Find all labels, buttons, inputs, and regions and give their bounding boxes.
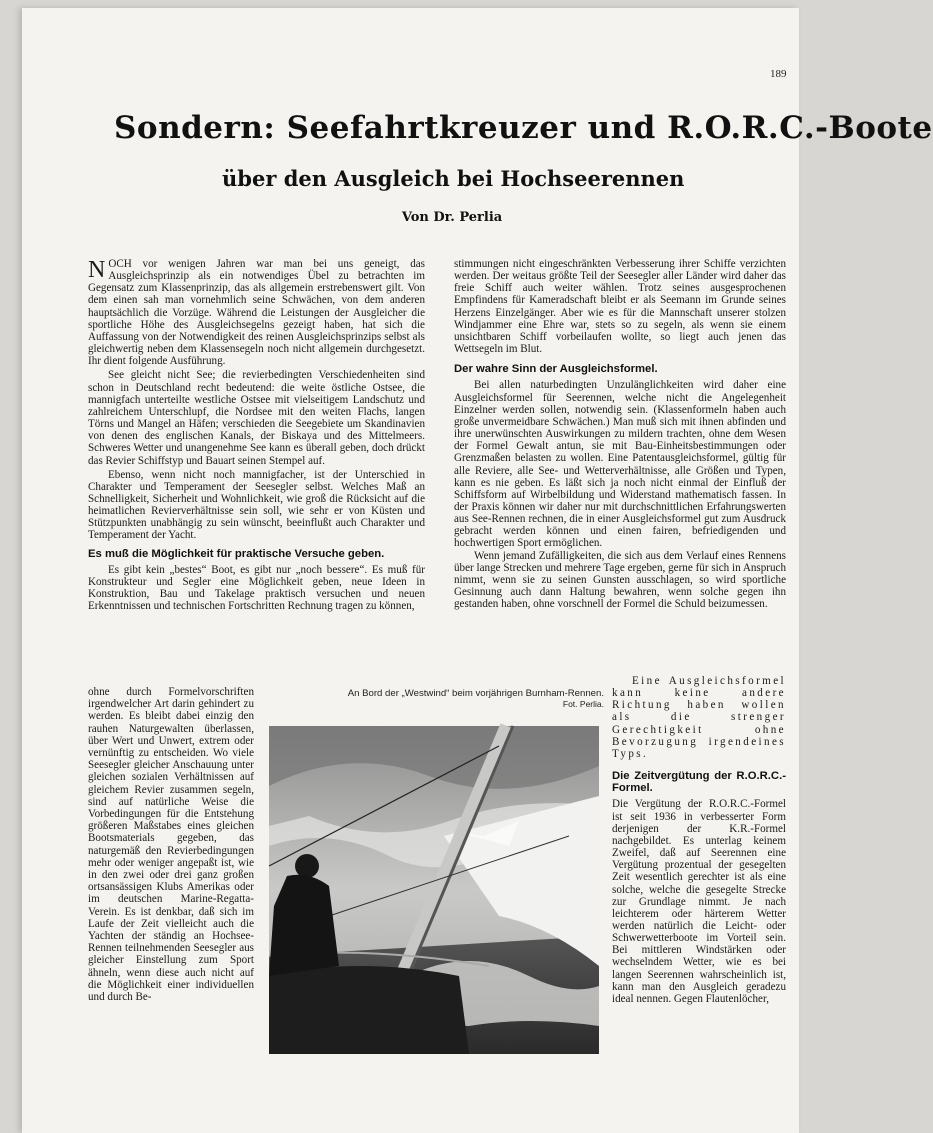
paragraph: Bei allen naturbedingten Unzulänglichkeiten wird daher eine Ausgleichsformel für Seerennen, welche nicht die Angelegenheit Einzelner werden sollen, notwendig sein. (Klassenformeln haben auch große unvermeidbare Schwächen.) Man muß sich mit ihnen abfinden und ihre unerwünschten Auswirkungen zu mildern trachten, ohne dem Wesen der Formel Gewalt antun, sie mit Bau-Einheitsbestimmungen oder Grenzmaßen belasten zu wollen. Eine Patentausgleichsformel, gültig für alle Reviere, alle See- und Wetterverhältnisse, alle Größen und Typen, kann es nie geben. Es läßt sich ja noch nicht einmal der Einfluß der Schiffsform auf Wirbelbildung und Widerstand mathematisch fassen. In der Praxis können wir daher nur mit durchschnittlichen Erfahrungswerten aus See-Rennen rechnen, die in einer Ausgleichsformel gut zum Ausdruck gebracht werden können und einen fairen, befriedigenden und hochwertigen Sport ermöglichen. [454,379,786,550]
sailing-photo [269,726,599,1054]
section-heading: Die Zeitvergütung der R.O.R.C.-Formel. [612,770,786,795]
paragraph: Ebenso, wenn nicht noch mannigfacher, ist der Unterschied in Charakter und Temperament der Seesegler selbst. Welches Maß an Schnelligkeit, Sicherheit und Wohnlichkeit, wie groß die Rücksicht auf die heimatlichen Revierverhältnisse sein soll, wie sehr er von Küsten und Stützpunkten unabhängig zu sein wünscht, beeinflußt auch Charakter und Temperament der Yacht. [88,468,425,542]
sailor-head [295,854,319,878]
section-heading: Der wahre Sinn der Ausgleichsformel. [454,363,658,376]
drop-cap: N [88,257,106,283]
column-2-upper [454,258,786,610]
deck [269,966,469,1054]
paragraph: stimmungen nicht eingeschränkten Verbesserung ihrer Schiffe verzichten werden. Der weitaus größte Teil der Seesegler aller Länder wird daher das freie Schiff auch weiter wählen. Trotz seines ausgesprochenen Empfindens für Kameradschaft bleibt er als Seemann im Grunde seines Herzens Einzelgänger. Aber wie es für die Mannschaft unserer stolzen Windjammer eine Ehre war, stets so zu segeln, als wenn sie einem unsichtbaren Schiff vorbeilaufen wollte, so liegt auch jenen das Wettsegeln im Blut. [454,258,786,356]
column-1-upper [88,258,425,612]
photo-caption [270,688,604,710]
photo-credit: Fot. Perlia. [562,699,604,709]
column-2-narrow [612,675,786,1005]
paragraph: Es gibt kein „bestes“ Boot, es gibt nur „noch bessere“. Es muß für Konstrukteur und Segler eine Möglichkeit geben, neue Ideen in Konstruktion, Bau und Takelage praktisch versuchen und neuen Erkenntnissen und technischen Fortschritten Rechnung tragen zu können, [88,563,425,613]
article-author: Von Dr. Perlia [401,210,503,225]
intro-paragraph: OCH vor wenigen Jahren war man bei uns geneigt, das Ausgleichsprinzip als ein notwendiges Übel zu betrachten im Gegensatz zum Klassenprinzip, das als allgemein erstrebenswert gilt. Von dem einen sah man vornehmlich seine Schwächen, von dem anderen hauptsächlich die Vorzüge. Während die Leistungen der Ausgleicher die sportliche Höhe des Ausgleichsegelns gezeigt haben, hat sich die Auffassung von der Notwendigkeit des reinen Ausgleichsprinzips selbst als gleichwertig neben dem Klassensegeln noch nicht allgemein durchgesetzt. Ihr dient folgende Ausführung. [88,258,425,368]
caption-text: An Bord der „Westwind“ beim vorjährigen Burnham-Rennen. [347,688,604,699]
paragraph: Eine Ausgleichsformel kann keine andere Richtung haben wollen als die strenger Gerechtigkeit ohne Bevorzugung irgendeines Typs. [612,675,786,760]
article-title: Sondern: Seefahrtkreuzer und R.O.R.C.-Boote [114,110,933,146]
column-1-narrow [88,686,254,1003]
paragraph: ohne durch Formelvorschriften irgendwelcher Art darin gehindert zu werden. Es bleibt dabei einzig den rauhen Naturgewalten überlassen, über Wert und Unwert, extrem oder vernünftig zu entscheiden. Wo viele Seesegler gleicher Anschauung unter gleichen sozialen Verhältnissen auf gleichem Revier zusammen segeln, sind auf natürliche Weise die Vorbedingungen für die Entstehung größeren Maßstabes eines gleichen Bootsmaterials gegeben, das naturgemäß den Revierbedingungen mehr oder weniger angepaßt ist, wie in den zwei oder drei ganz großen ortsansässigen Klubs Amerikas oder im deutschen Marine-Regatta-Verein. Es ist denkbar, daß sich im Laufe der Zeit vielleicht auch die Yachten der ständig an Hochsee-Rennen teilnehmenden Seesegler aus gleicher Einstellung zum Sport ähneln, wenn diese auch nicht auf die Möglichkeit einer individuellen und durch Be- [88,686,254,1004]
page-number: 189 [770,68,787,80]
paragraph: See gleicht nicht See; die revierbedingten Verschiedenheiten sind schon in Deutschland recht bedeutend: die weite östliche Ostsee, die mannigfach unterteilte westliche Ostsee mit vielseitigem Landschutz und zahlreichem Unterschlupf, die Nordsee mit den weiten Flachs, langen Törns und Mangel an Häfen; verschieden die Seegebiete um Skandinavien von denen des englischen Kanals, der Biskaya und des Mittelmeers. Schweres Wetter und unangenehme See kann es überall geben, doch drückt das Revier Schiffstyp und Bauart seinen Stempel auf. [88,369,425,467]
paragraph: Wenn jemand Zufälligkeiten, die sich aus dem Verlauf eines Rennens über lange Strecken und mehrere Tage ergeben, gerne für sich in Anspruch nimmt, wenn sie zu seinen Gunsten ausschlagen, so wird sportliche Gesinnung auch dann Haltung bewahren, wenn solche gegen ihn gestanden haben, ohne vorschnell der Formel die Schuld beizumessen. [454,549,786,611]
section-heading: Es muß die Möglichkeit für praktische Versuche geben. [88,547,385,560]
article-subtitle: über den Ausgleich bei Hochseerennen [222,166,685,191]
paragraph: Die Vergütung der R.O.R.C.-Formel ist seit 1936 in verbesserter Form derjenigen der K.R.-Formel nachgebildet. Es unterlag keinem Zweifel, daß auf Seerennen eine Vergütung prozentual der gesegelten Zeit wesentlich gerechter ist als eine solche, welche die gesegelte Strecke zur Grundlage nimmt. Je nach leichterem oder härterem Wetter werden natürlich die Leicht- oder Schwerwetterboote im Vorteil sein. Bei mittleren Windstärken oder wechselndem Wetter, wie es bei langen Seerennen wahrscheinlich ist, kann man den Ausgleich geradezu ideal nennen. Gegen Flautenlöcher, [612,798,786,1005]
